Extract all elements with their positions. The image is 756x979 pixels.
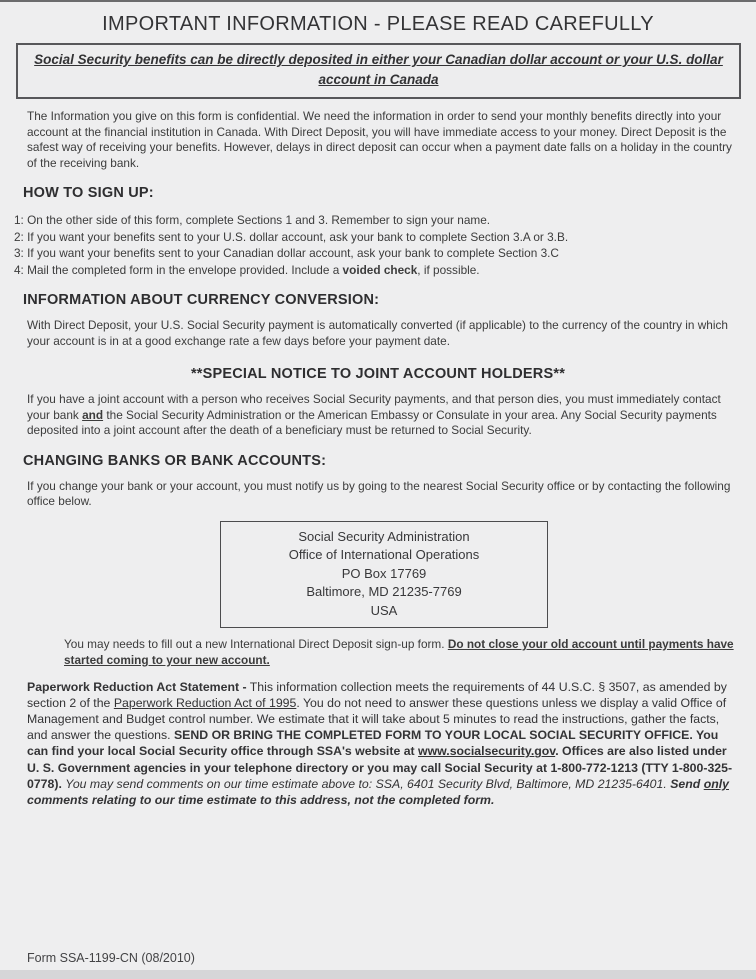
joint-notice-post: the Social Security Administration or the American Embassy or Consulate in your area. Any Social Security payments deposited into a joint account after the death of a beneficiary must be returned to Social Security. — [27, 407, 717, 437]
phone-numbers-text: . Offices are also listed under U. S. Government agencies in your telephone directory or you may call Social Security at 1-800-772-1213 (TTY 1-800-325-0778). — [27, 744, 733, 791]
paperwork-statement-label: Paperwork Reduction Act Statement - — [27, 679, 247, 694]
address-line-5: USA — [370, 602, 398, 618]
changing-banks-heading: CHANGING BANKS OR BANK ACCOUNTS: — [23, 452, 327, 469]
do-not-close-warning: Do not close your old account until payments have started coming to your new account. — [64, 637, 734, 667]
paperwork-text-1: This information collection meets the requirements of 44 U.S.C. § 3507, as amended by section 2 of the — [27, 679, 727, 710]
intro-paragraph: The Information you give on this form is confidential. We need the information in order to send your monthly benefits directly into your account at the financial institution in Canada. With Direct Deposit, you will have immediate access to your money. Direct Deposit is the safest way of receiving your benefits. However, delays in direct deposit can occur when a payment date falls on a holiday in the country of the receiving bank. — [27, 109, 732, 170]
currency-paragraph: With Direct Deposit, your U.S. Social Security payment is automatically converted (if applicable) to the currency of the country in which your account is in at a good exchange rate a few days before your payment date. — [27, 318, 728, 348]
howto-item-4-pre: 4: Mail the completed form in the envelope provided. Include a — [14, 262, 343, 277]
new-form-note — [64, 637, 736, 669]
joint-notice-paragraph — [27, 392, 736, 439]
howto-list — [14, 212, 736, 278]
subtitle-text: Social Security benefits can be directly deposited in either your Canadian dollar account or your U.S. dollar account in Canada — [34, 52, 723, 87]
address-line-4: Baltimore, MD 21235-7769 — [306, 584, 462, 599]
currency-heading: INFORMATION ABOUT CURRENCY CONVERSION: — [23, 292, 380, 308]
howto-item-4-post: , if possible. — [417, 262, 480, 277]
howto-heading: HOW TO SIGN UP: — [23, 185, 154, 201]
joint-notice-and: and — [82, 407, 104, 422]
subtitle-box — [16, 43, 741, 99]
ssa-address-box — [220, 521, 548, 629]
new-form-note-pre: You may needs to fill out a new International Direct Deposit sign-up form. — [64, 637, 448, 651]
howto-item-1: 1: On the other side of this form, complete Sections 1 and 3. Remember to sign your name. — [14, 213, 491, 227]
joint-notice-heading: **SPECIAL NOTICE TO JOINT ACCOUNT HOLDERS** — [190, 366, 566, 382]
howto-item-2: 2: If you want your benefits sent to your U.S. dollar account, ask your bank to complete Section 3.A or 3.B. — [14, 229, 569, 244]
only-emphasis: only — [703, 776, 729, 791]
address-line-2: Office of International Operations — [288, 547, 480, 562]
joint-notice-pre: If you have a joint account with a person who receives Social Security payments, and that person dies, you must immediately contact your bank — [27, 392, 721, 422]
howto-item-4 — [14, 262, 736, 279]
page-top-edge — [0, 0, 756, 2]
address-line-3: PO Box 17769 — [341, 565, 427, 581]
send-or-bring-text: SEND OR BRING THE COMPLETED FORM TO YOUR LOCAL SOCIAL SECURITY OFFICE. You can find your local Social Security office through SSA's website at — [27, 728, 719, 759]
send-only-post: comments relating to our time estimate to this address, not the completed form. — [27, 793, 495, 808]
form-number: Form SSA-1199-CN (08/2010) — [27, 951, 195, 965]
page-bottom-edge — [0, 970, 756, 979]
send-only-pre: Send — [670, 776, 704, 791]
paperwork-reduction-statement — [27, 679, 738, 809]
paperwork-text-2: . You do not need to answer these questions unless we display a valid Office of Management and Budget control number. We estimate that it will take about 5 minutes to read the instructions, gather the facts, and answer the questions. — [27, 695, 727, 743]
comments-address-text: You may send comments on our time estimate above to: SSA, 6401 Security Blvd, Baltimore, MD 21235-6401. — [65, 776, 671, 791]
ssa-website-link-text: www.socialsecurity.gov — [418, 744, 556, 759]
changing-banks-paragraph: If you change your bank or your account, you must notify us by going to the nearest Social Security office or by contacting the following office below. — [27, 478, 731, 508]
address-line-1: Social Security Administration — [298, 528, 470, 544]
page-title: IMPORTANT INFORMATION - PLEASE READ CAREFULLY — [102, 13, 654, 35]
howto-item-3: 3: If you want your benefits sent to your Canadian dollar account, ask your bank to complete Section 3.C — [14, 246, 559, 260]
paperwork-act-1995-text: Paperwork Reduction Act of 1995 — [113, 695, 297, 710]
voided-check-text: voided check — [342, 262, 418, 277]
